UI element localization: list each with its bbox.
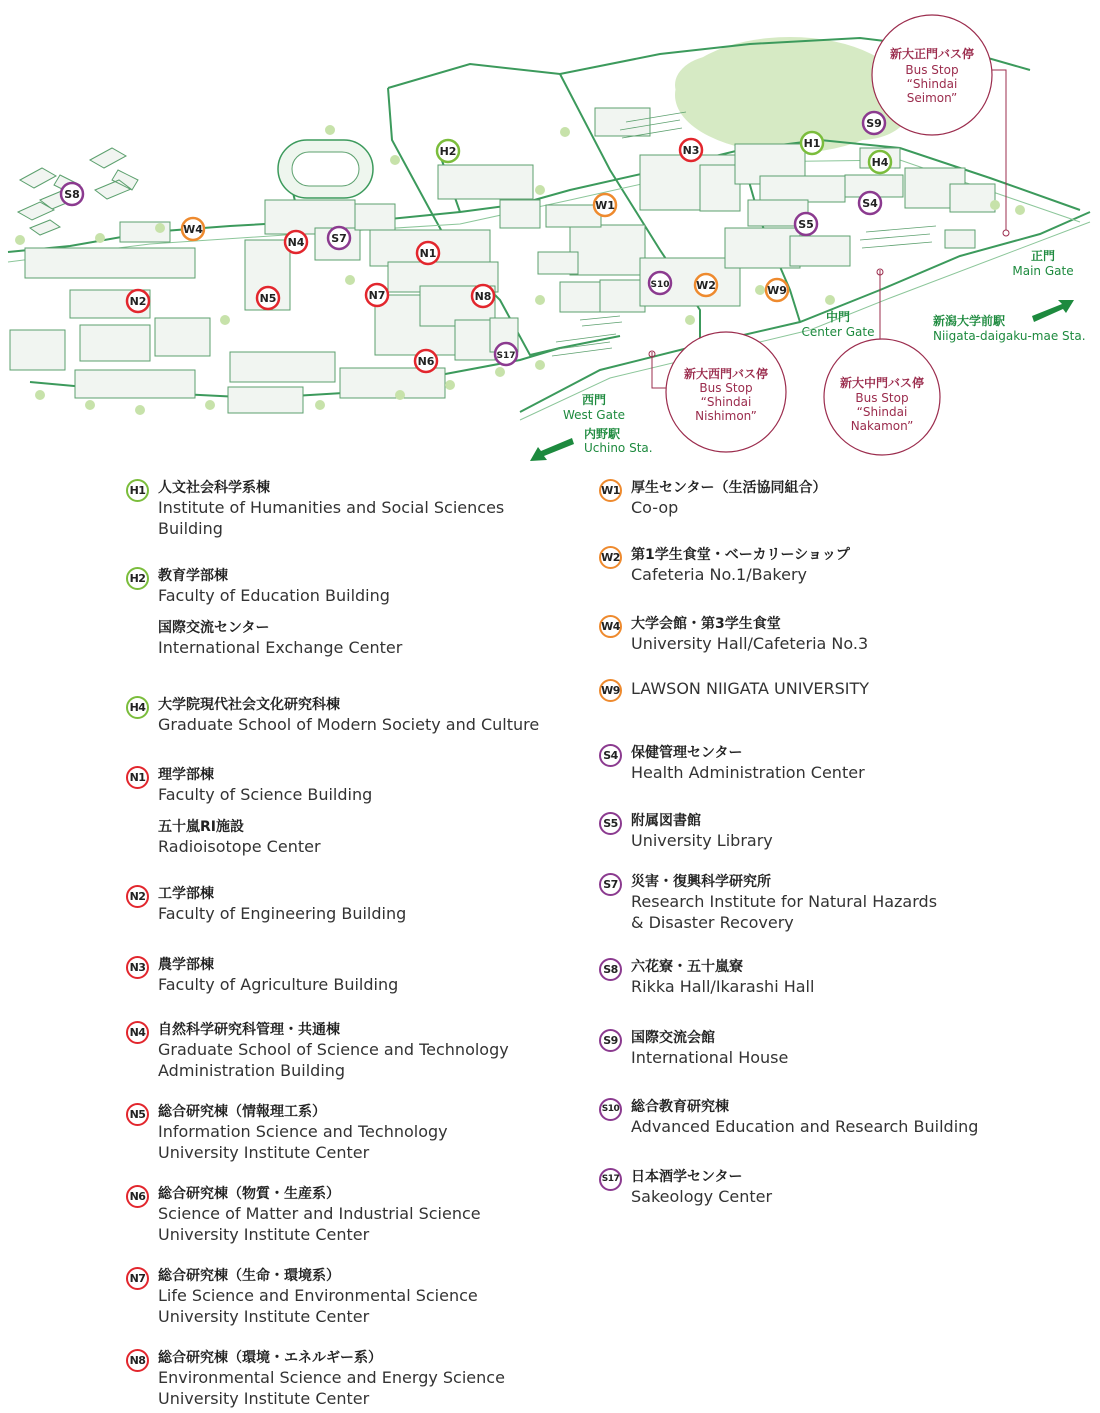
legend-name-jp: 教育学部棟 <box>158 568 228 584</box>
legend-name-en: Health Administration Center <box>631 763 865 782</box>
map-marker-label: N3 <box>682 144 700 157</box>
legend-badge: W1 <box>599 479 622 502</box>
svg-text:Bus Stop: Bus Stop <box>905 63 959 77</box>
map-marker-label: N8 <box>474 290 492 303</box>
legend-item-h1 <box>126 478 504 539</box>
svg-text:Center Gate: Center Gate <box>801 325 875 339</box>
map-marker-h2 <box>437 140 459 162</box>
legend-name-en: Institute of Humanities and Social Sciences <box>158 498 505 517</box>
map-marker-n7 <box>366 284 388 306</box>
legend-name-en: University Institute Center <box>158 1388 370 1408</box>
svg-text:Bus Stop: Bus Stop <box>855 391 909 405</box>
legend-name-en: University Hall/Cafeteria No.3 <box>631 634 869 653</box>
legend-badge: N1 <box>126 766 149 789</box>
legend-badge: H1 <box>126 479 149 502</box>
bus-stop-seimon <box>872 15 992 135</box>
legend-name-jp: 総合研究棟（生命・環境系） <box>158 1268 340 1284</box>
legend-name-en: Graduate School of Modern Society and Culture <box>158 715 540 734</box>
legend-badge: S7 <box>599 873 622 896</box>
legend-name-en: University Institute Center <box>158 1142 370 1162</box>
svg-text:西門: 西門 <box>581 393 607 407</box>
svg-text:新大西門バス停: 新大西門バス停 <box>683 367 769 381</box>
legend-item-s5 <box>599 811 773 852</box>
legend-name-en: Cafeteria No.1/Bakery <box>631 565 807 584</box>
map-marker-h1 <box>801 132 823 154</box>
map-marker-label: N7 <box>368 289 386 302</box>
legend-badge: W2 <box>599 546 622 569</box>
map-marker-n5 <box>257 287 279 309</box>
legend-name-en: Science of Matter and Industrial Science <box>158 1204 481 1223</box>
map-marker-n3 <box>680 139 702 161</box>
map-marker-s5 <box>795 213 817 235</box>
legend-name-en: Rikka Hall/Ikarashi Hall <box>631 977 815 996</box>
map-marker-label: H4 <box>871 156 889 169</box>
bus-stop-nakamon <box>824 339 940 455</box>
legend-name-en: Graduate School of Science and Technology <box>158 1040 509 1059</box>
svg-text:内野駅: 内野駅 <box>584 427 621 441</box>
legend-name-en: Faculty of Engineering Building <box>158 904 407 923</box>
map-marker-label: S7 <box>331 232 347 245</box>
map-marker-label: N2 <box>129 295 147 308</box>
legend-name-jp: 附属図書館 <box>631 813 701 829</box>
legend-name-en: Advanced Education and Research Building <box>631 1117 979 1136</box>
svg-text:“Shindai: “Shindai <box>906 77 958 91</box>
legend-name-en: LAWSON NIIGATA UNIVERSITY <box>631 679 870 698</box>
legend-name-jp: 大学会館・第3学生食堂 <box>631 616 781 632</box>
map-marker-label: S5 <box>798 218 814 231</box>
legend-badge: N3 <box>126 956 149 979</box>
legend-name-jp: 災害・復興科学研究所 <box>631 874 771 890</box>
map-marker-label: S4 <box>862 197 878 210</box>
bus-stop-seimon-jp: 新大正門バス停 <box>889 47 975 61</box>
legend-name-jp: 総合研究棟（情報理工系） <box>158 1104 326 1120</box>
legend-name-en: Environmental Science and Energy Science <box>158 1368 505 1387</box>
legend-item-w2 <box>599 545 850 586</box>
map-marker-label: S8 <box>64 188 80 201</box>
legend-name-en: Faculty of Education Building <box>158 586 390 605</box>
map-marker-s4 <box>859 192 881 214</box>
map-marker-label: N4 <box>287 236 305 249</box>
legend-badge: N6 <box>126 1185 149 1208</box>
legend-item-n2 <box>126 884 406 925</box>
legend-name-en: University Institute Center <box>158 1224 370 1244</box>
forest <box>675 37 910 153</box>
legend-item-n7 <box>126 1266 478 1327</box>
bus-stop-nishimon <box>666 332 786 452</box>
legend-name-en: International House <box>631 1048 789 1067</box>
legend-badge: S8 <box>599 958 622 981</box>
legend-name-en: Co-op <box>631 498 679 517</box>
legend-name-jp: 保健管理センター <box>631 745 743 761</box>
map-marker-n6 <box>415 350 437 372</box>
athletic-track <box>278 140 373 198</box>
map-marker-s10 <box>649 272 671 294</box>
legend-item-n1 <box>126 765 372 857</box>
legend-name-en: Information Science and Technology <box>158 1122 448 1141</box>
map-marker-label: H2 <box>439 145 457 158</box>
map-marker-s17 <box>495 343 517 365</box>
map-marker-n4 <box>285 231 307 253</box>
legend-item-s10 <box>599 1097 978 1138</box>
legend-badge: N5 <box>126 1103 149 1126</box>
legend-item-w4 <box>599 614 868 655</box>
legend-item-h2 <box>126 566 402 658</box>
legend-name-en: Sakeology Center <box>631 1187 773 1206</box>
map-marker-s7 <box>328 227 350 249</box>
legend-badge: S4 <box>599 744 622 767</box>
west-gate-label <box>563 392 625 422</box>
legend-item-s9 <box>599 1028 788 1069</box>
legend-item-n5 <box>126 1102 448 1163</box>
legend-name-en: & Disaster Recovery <box>631 912 794 932</box>
map-marker-label: N6 <box>417 355 435 368</box>
legend-name-jp: 自然科学研究科管理・共通棟 <box>158 1022 340 1038</box>
legend-name-jp: 第1学生食堂・ベーカリーショップ <box>631 547 850 563</box>
legend-name-jp: 農学部棟 <box>158 957 214 973</box>
arrow-right-icon <box>1032 300 1074 322</box>
legend-name-en: Life Science and Environmental Science <box>158 1286 478 1305</box>
legend-badge: W9 <box>599 679 622 702</box>
map-marker-label: W2 <box>696 279 716 292</box>
svg-text:新潟大学前駅: 新潟大学前駅 <box>933 314 1006 328</box>
main-gate-label <box>1012 248 1073 278</box>
legend-name-en: Faculty of Agriculture Building <box>158 975 399 994</box>
legend-name-en: Research Institute for Natural Hazards <box>631 892 938 911</box>
svg-text:新大中門バス停: 新大中門バス停 <box>839 376 925 390</box>
legend-badge: H2 <box>126 567 149 590</box>
legend-name-jp: 六花寮・五十嵐寮 <box>631 959 743 975</box>
map-marker-w9 <box>766 279 788 301</box>
map-marker-w1 <box>594 194 616 216</box>
uchino-station <box>530 426 653 461</box>
svg-text:Uchino Sta.: Uchino Sta. <box>584 441 653 455</box>
legend-item-w1 <box>599 478 826 519</box>
legend-item-n6 <box>126 1184 481 1245</box>
svg-text:“Shindai: “Shindai <box>856 405 908 419</box>
legend-name-jp: 総合研究棟（物質・生産系） <box>158 1186 340 1202</box>
legend-name-jp: 人文社会科学系棟 <box>158 480 270 496</box>
legend-item-s17 <box>599 1167 772 1208</box>
campus-map <box>0 0 1100 470</box>
legend-name-jp: 厚生センター（生活協同組合） <box>631 480 827 496</box>
legend-item-n3 <box>126 955 398 996</box>
legend-sub-name-jp: 五十嵐RI施設 <box>158 818 244 835</box>
map-marker-label: N1 <box>419 247 437 260</box>
legend-name-en: University Library <box>631 831 773 850</box>
map-marker-label: W9 <box>767 284 787 297</box>
svg-text:Bus Stop: Bus Stop <box>699 381 753 395</box>
legend-badge: N8 <box>126 1349 149 1372</box>
svg-text:Nakamon”: Nakamon” <box>850 419 914 433</box>
legend-badge: S10 <box>599 1098 622 1121</box>
svg-text:“Shindai: “Shindai <box>700 395 752 409</box>
map-marker-label: S17 <box>496 351 516 361</box>
map-marker-label: H1 <box>803 137 821 150</box>
center-gate-label <box>802 309 875 339</box>
map-marker-n1 <box>417 242 439 264</box>
legend-item-h4 <box>126 695 539 736</box>
legend-sub-name-en: International Exchange Center <box>158 637 403 657</box>
legend-badge: H4 <box>126 696 149 719</box>
map-marker-label: S9 <box>866 117 882 130</box>
svg-text:Niigata-daigaku-mae Sta.: Niigata-daigaku-mae Sta. <box>933 329 1086 343</box>
svg-text:Main Gate: Main Gate <box>1012 264 1074 278</box>
map-marker-label: N5 <box>259 292 277 305</box>
legend-badge: W4 <box>599 615 622 638</box>
legend-badge: S17 <box>599 1168 622 1191</box>
map-marker-w4 <box>182 218 204 240</box>
legend-name-jp: 国際交流会館 <box>631 1030 715 1046</box>
arrow-left-icon <box>530 438 574 461</box>
legend-badge: N7 <box>126 1267 149 1290</box>
map-marker-h4 <box>869 151 891 173</box>
legend-badge: N4 <box>126 1021 149 1044</box>
legend-item-w9 <box>599 678 869 700</box>
map-marker-w2 <box>695 274 717 296</box>
legend-badge: N2 <box>126 885 149 908</box>
legend-item-n8 <box>126 1348 505 1409</box>
legend-item-s8 <box>599 957 814 998</box>
legend-item-s4 <box>599 743 865 784</box>
map-marker-s8 <box>61 183 83 205</box>
map-marker-label: W1 <box>595 199 615 212</box>
svg-text:中門: 中門 <box>825 310 851 324</box>
legend-item-n4 <box>126 1020 509 1081</box>
legend-name-en: University Institute Center <box>158 1306 370 1326</box>
svg-text:正門: 正門 <box>1030 249 1056 263</box>
legend-name-jp: 総合研究棟（環境・エネルギー系） <box>158 1350 382 1366</box>
niigata-daigaku-mae-station <box>933 300 1086 343</box>
legend-name-en: Administration Building <box>158 1060 346 1080</box>
legend-badge: S9 <box>599 1029 622 1052</box>
legend-badge: S5 <box>599 812 622 835</box>
svg-text:West Gate: West Gate <box>562 408 626 422</box>
svg-text:Nishimon”: Nishimon” <box>695 409 757 423</box>
legend-item-s7 <box>599 872 937 933</box>
map-marker-label: W4 <box>183 223 203 236</box>
map-marker-s9 <box>863 112 885 134</box>
legend-name-jp: 大学院現代社会文化研究科棟 <box>158 697 340 713</box>
map-marker-n2 <box>127 290 149 312</box>
legend-name-jp: 総合教育研究棟 <box>631 1099 729 1115</box>
legend-name-jp: 工学部棟 <box>158 886 214 902</box>
legend-name-en: Faculty of Science Building <box>158 785 373 804</box>
legend-sub-name-jp: 国際交流センター <box>158 619 270 636</box>
legend-sub-name-en: Radioisotope Center <box>158 836 321 856</box>
legend-name-jp: 日本酒学センター <box>631 1169 743 1185</box>
map-marker-label: S10 <box>650 280 670 290</box>
legend-name-en: Building <box>158 518 223 538</box>
svg-text:Seimon”: Seimon” <box>906 91 958 105</box>
map-marker-n8 <box>472 285 494 307</box>
legend-name-jp: 理学部棟 <box>158 767 214 783</box>
